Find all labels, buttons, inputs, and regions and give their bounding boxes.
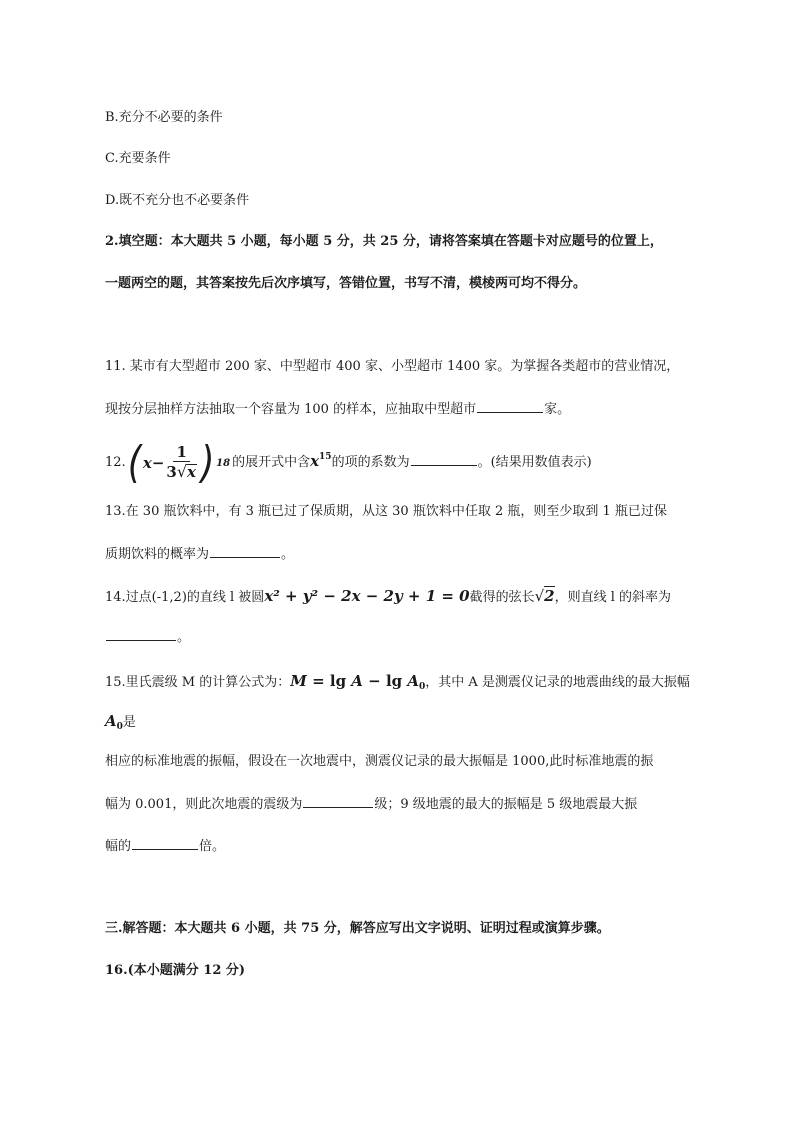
- section2-instructions-line1: 2.填空题：本大题共 5 小题，每小题 5 分，共 25 分，请将答案填在答题卡对应题号的位置上，: [105, 234, 663, 249]
- term-exponent: 15: [319, 452, 332, 462]
- a0-base: A: [105, 712, 117, 730]
- root-symbol-icon: √: [176, 462, 188, 481]
- option-d: D.既不充分也不必要条件: [105, 193, 250, 208]
- q13-line2: [105, 545, 294, 564]
- a0-symbol: [105, 712, 123, 730]
- q14-line2: [105, 628, 190, 647]
- fraction: [166, 443, 197, 482]
- q14-text-mid: 截得的弦长: [469, 590, 535, 605]
- fraction-numerator: 1: [173, 443, 189, 462]
- q15-line5: [105, 837, 225, 856]
- q15-text: 幅为 0.001，则此次地震的震级为: [105, 797, 303, 812]
- q15-text-after2: 级；9 级地震的最大的振幅是 5 级地震最大振: [374, 797, 638, 812]
- q12-text-end: 。(结果用数值表示): [477, 455, 592, 470]
- answer-blank: [303, 795, 373, 808]
- formula-m: M: [290, 672, 307, 690]
- den-coef: 3: [166, 463, 177, 481]
- answer-blank: [411, 453, 477, 466]
- formula-minus: − lg: [362, 672, 408, 690]
- q15-line3: 相应的标准地震的振幅，假设在一次地震中，测震仪记录的最大振幅是 1000,此时标准地震的振: [105, 754, 654, 769]
- q13-line1: 13.在 30 瓶饮料中，有 3 瓶已过了保质期，从这 30 瓶饮料中任取 2 瓶，则至少取到 1 瓶已过保: [105, 504, 667, 519]
- formula-a: A: [351, 672, 363, 690]
- circle-equation: x² + y² − 2x − 2y + 1 = 0: [264, 587, 470, 605]
- radicand: x: [187, 463, 196, 481]
- root-symbol-icon: √: [534, 587, 545, 605]
- q14-text-before: 14.过点(-1,2)的直线 l 被圆: [105, 590, 265, 605]
- q15-line2: [105, 712, 136, 732]
- q12-line: [105, 436, 592, 486]
- q13-text-end: 。: [281, 547, 295, 562]
- answer-blank: [132, 837, 198, 850]
- q15-text: 幅的: [105, 839, 132, 854]
- chord-radicand: 2: [544, 587, 555, 605]
- expr-minus: −: [151, 453, 165, 472]
- section3-heading: 三.解答题：本大题共 6 小题，共 75 分，解答应写出文字说明、证明过程或演算步骤。: [105, 921, 610, 936]
- q11-text: 现按分层抽样方法抽取一个容量为 100 的样本，应抽取中型超市: [105, 402, 477, 417]
- right-paren: ): [200, 436, 215, 488]
- q15-text-after: ，其中 A 是测震仪记录的地震曲线的最大振幅: [425, 675, 690, 690]
- q11-line2: [105, 400, 570, 419]
- outer-exponent: 18: [216, 457, 231, 469]
- left-paren: (: [127, 436, 142, 488]
- section2-instructions-line2: 一题两空的题，其答案按先后次序填写，答错位置，书写不清，模棱两可均不得分。: [105, 276, 587, 291]
- formula-a0: A: [407, 672, 419, 690]
- answer-blank: [477, 400, 543, 413]
- q11-text-end: 家。: [544, 402, 571, 417]
- q15-text-before: 15.里氏震级 M 的计算公式为：: [105, 675, 291, 690]
- q12-text-after: 的项的系数为: [331, 455, 410, 470]
- q12-text-mid: 的展开式中含: [232, 455, 311, 470]
- q15-text-shi: 是: [122, 715, 136, 730]
- q15-line1: [105, 672, 690, 692]
- q13-text: 质期饮料的概率为: [105, 547, 210, 562]
- q12-term: [310, 452, 331, 470]
- q12-expression: [126, 437, 230, 489]
- magnitude-formula: [290, 672, 425, 690]
- q16-heading: 16.(本小题满分 12 分): [105, 963, 246, 978]
- option-b: B.充分不必要的条件: [105, 110, 223, 125]
- radical: [177, 462, 197, 482]
- option-c: C.充要条件: [105, 151, 171, 166]
- q15-line4: [105, 795, 637, 814]
- term-base: x: [310, 452, 320, 470]
- q14-text-end: 。: [177, 630, 191, 645]
- fraction-denominator: [166, 462, 197, 482]
- chord-length: [535, 586, 555, 605]
- expr-var: x: [142, 453, 152, 472]
- q14-line1: [105, 587, 671, 607]
- answer-blank: [210, 545, 280, 558]
- formula-subscript: 0: [419, 682, 426, 692]
- q12-number: 12.: [105, 455, 126, 470]
- q15-text-end: 倍。: [199, 839, 226, 854]
- a0-subscript: 0: [116, 722, 123, 732]
- q14-text-after: ，则直线 l 的斜率为: [554, 590, 672, 605]
- answer-blank: [106, 628, 176, 641]
- q11-line1: 11. 某市有大型超市 200 家、中型超市 400 家、小型超市 1400 家。为掌握各类超市的营业情况，: [105, 359, 680, 374]
- formula-eq: = lg: [306, 672, 352, 690]
